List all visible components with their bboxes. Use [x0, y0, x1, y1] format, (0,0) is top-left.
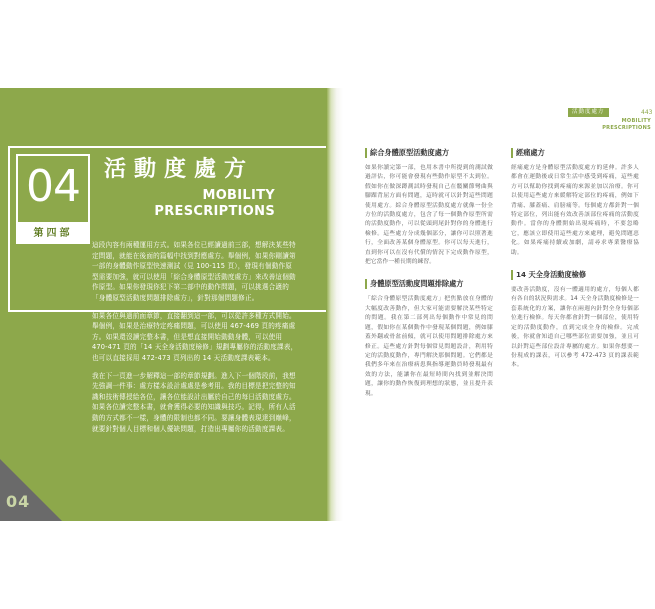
page-number: 443	[641, 109, 653, 116]
intro-paragraph: 這段內容有兩種運用方式。如果各位已經讀過前三部，想解決某些特定問題，就能在後面的篇幅中找到對應處方。舉個例，如果你剛讀第一部的身體動作原型快速測試（見 100-115 頁），發現有個動作原型需要加強，就可以使用「綜合身體原型活動度處方」來改善這個動作原型。如果你發現你犯下第二部中的動作問題，可以挑選合適的「身體原型活動度問題排除處方」，針對那個問題修正。	[92, 241, 296, 302]
chapter-title-en	[55, 188, 275, 220]
book-gutter	[327, 88, 343, 521]
chapter-title-en-line1: MOBILITY	[202, 188, 275, 203]
intro-paragraph: 如果各位與過前面章節，直接翻到這一部，可以從許多種方式開始。舉個例，如果是治療特定疼痛問題，可以使用 467-469 頁的疼痛處方。如果還沒讀完整本書，但是想直接開始動動身體，可以使用 470-471 頁的「14 天全身活動度檢修」規劃專屬你的活動度課表，也可以直接採用 472-473 頁列出的 14 天活動度課表範本。	[92, 311, 298, 362]
running-title-en-line2: PRESCRIPTIONS	[602, 125, 651, 131]
corner-triangle	[0, 459, 62, 521]
text-column-right	[511, 148, 639, 383]
intro-paragraph: 我在下一頁進一步解釋這一部的章節規劃。進入下一個階段前，我想先強調一件事：處方樣本設計處處是參考用。我的目標是把完整的知識和技術傳授給各位，讓各位能設計出屬於自己的每日活動度處方。如果各位讀完整本書，就會獲得必要的知識與技巧。記得，所有人活動的方式都不一樣，身體的限制也都不同。要讓身體表現達到巔峰，就要針對個人目標和個人優缺問題，打造出專屬你的活動度課表。	[92, 371, 296, 433]
chapter-title-en-line2: PRESCRIPTIONS	[154, 204, 275, 219]
section-heading: 綜合身體原型活動度處方	[365, 148, 493, 158]
part-label: 第四部	[16, 224, 90, 244]
running-title: 活動度處方	[568, 108, 609, 117]
intro-text	[92, 240, 298, 441]
book-spread	[0, 88, 655, 521]
section-text: 如果你讀完第一部，也用本書中所提到的測試做過評估，你可能會發現有些動作原型不太到位。假如你在做深蹲測試時發現自己在髖關節彎曲與腳踝背屈方面有問題，這時就可以針對這些問題使用處方。綜合身體原型活動度處方就像一份全方位的活動度處方，包含了每一個動作原型所需的活動度動作，可以從頭到尾針對你的身體進行檢修。這些處方分成幾個部分，讓你可以照著進行，全面改善某個身體原型。你可以每天進行，直到你可以在沒有代償的情況下完成動作原型，把它當作一種長期的練習。	[365, 165, 493, 266]
section-text: 經痛處方是身體原型活動度處方的延伸。許多人都會在運動後或日常生活中感受到疼痛，這些處方可以幫助你找到疼痛的來源並加以治療。你可以使用這些處方來緩解特定部位的疼痛，例如下背痛、膝蓋痛、肩膀痛等。每個處方都針對一個特定部位，列出能有效改善該部位疼痛的活動度動作。當你的身體開始出現疼痛時，不要忽略它，應該立即使用這些處方來處理，避免問題惡化。如果疼痛持續或加劇，請尋求專業醫療協助。	[511, 165, 639, 256]
left-page	[0, 88, 327, 521]
running-title-en-line1: MOBILITY	[621, 118, 651, 124]
corner-chapter-number: 04	[6, 492, 31, 511]
section-text: 「綜合身體原型活動度處方」把焦點放在身體的大幅度改善動作，但大家可能需要解決某些特定的問題。我在第二部列出每個動作中常見的問題，假如你在某個動作中發現某個問題，例如膝蓋外翻或骨盆前傾，就可以使用問題排除處方來修正。這些處方針對每個常見問題設計，利用特定的活動度動作，專門解決那個問題。它們都是我們多年來在治療病患與指導運動員時發現最有效的方法，能讓你在最短時間內找到並解決問題，讓你的動作恢復到理想的狀態，並且提升表現。	[365, 296, 493, 397]
chapter-title-zh: 活動度處方	[104, 157, 255, 182]
section-text: 要改善活動度，沒有一體適用的處方，每個人都有各自的狀況與需求。14 天全身活動度檢修是一套系統化的方案，讓你在兩週內針對全身每個部位進行檢修。每天你都會針對一個部位，使用特定的活動度動作，直到完成全身的檢修。完成後，你就會知道自己哪些部位需要加強，並且可以針對這些部位設計專屬的處方。如果你想要一份現成的課表，可以參考 472-473 頁的課表範本。	[511, 287, 639, 369]
chapter-number: 04	[26, 161, 80, 212]
section-heading: 經痛處方	[511, 148, 639, 158]
text-column-left	[365, 148, 493, 411]
section-heading: 14 天全身活動度檢修	[511, 270, 639, 280]
right-page	[343, 88, 655, 521]
section-heading: 身體原型活動度問題排除處方	[365, 279, 493, 289]
running-title-en	[595, 118, 651, 132]
